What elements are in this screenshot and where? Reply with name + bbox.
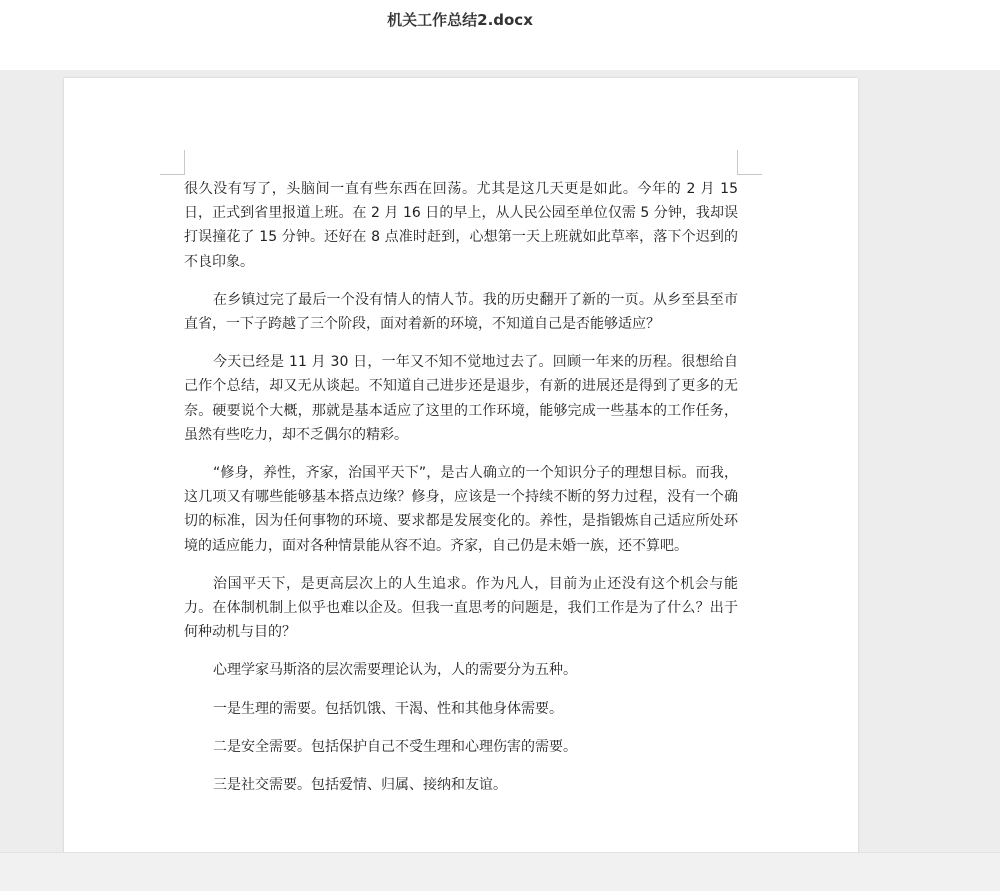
paragraph: 在乡镇过完了最后一个没有情人的情人节。我的历史翻开了新的一页。从乡至县至市直省，一下子跨越了三个阶段，面对着新的环境，不知道自己是否能够适应？ <box>184 291 738 333</box>
document-body <box>184 177 738 811</box>
margin-corner-top-right <box>737 150 762 175</box>
paragraph: “修身，养性，齐家，治国平天下”，是古人确立的一个知识分子的理想目标。而我，这几项又有哪些能够基本搭点边缘？修身，应该是一个持续不断的努力过程，没有一个确切的标准，因为任何事物的环境、要求都是发展变化的。养性，是指锻炼自己适应所处环境的适应能力，面对各种情景能从容不迫。齐家，自己仍是未婚一族，还不算吧。 <box>184 465 738 554</box>
paragraph: 三是社交需要。包括爱情、归属、接纳和友谊。 <box>213 777 507 794</box>
document-title: 机关工作总结2.docx <box>387 11 533 29</box>
document-page <box>64 78 858 852</box>
paragraph: 心理学家马斯洛的层次需要理论认为，人的需要分为五种。 <box>213 662 577 679</box>
paragraph: 一是生理的需要。包括饥饿、干渴、性和其他身体需要。 <box>213 700 563 717</box>
paragraph: 很久没有写了，头脑间一直有些东西在回荡。尤其是这几天更是如此。今年的 2 月 15 日，正式到省里报道上班。在 2 月 16 日的早上，从人民公园至单位仅需 5 分钟，我却误打误撞花了 15 分钟。还好在 8 点准时赶到，心想第一天上班就如此草率，落下个迟到的不良印象。 <box>184 181 738 270</box>
margin-corner-top-left <box>160 150 185 175</box>
title-bar <box>0 0 1000 70</box>
paragraph: 今天已经是 11 月 30 日，一年又不知不觉地过去了。回顾一年来的历程。很想给自己作个总结，却又无从谈起。不知道自己进步还是退步，有新的进展还是得到了更多的无奈。硬要说个大概，那就是基本适应了这里的工作环境，能够完成一些基本的工作任务，虽然有些吃力，却不乏偶尔的精彩。 <box>184 354 738 443</box>
bottom-bar <box>0 852 1000 891</box>
document-viewer[interactable] <box>0 70 1000 852</box>
paragraph: 治国平天下，是更高层次上的人生追求。作为凡人，目前为止还没有这个机会与能力。在体制机制上似乎也难以企及。但我一直思考的问题是，我们工作是为了什么？出于何种动机与目的？ <box>184 575 738 641</box>
paragraph: 二是安全需要。包括保护自己不受生理和心理伤害的需要。 <box>213 738 577 755</box>
